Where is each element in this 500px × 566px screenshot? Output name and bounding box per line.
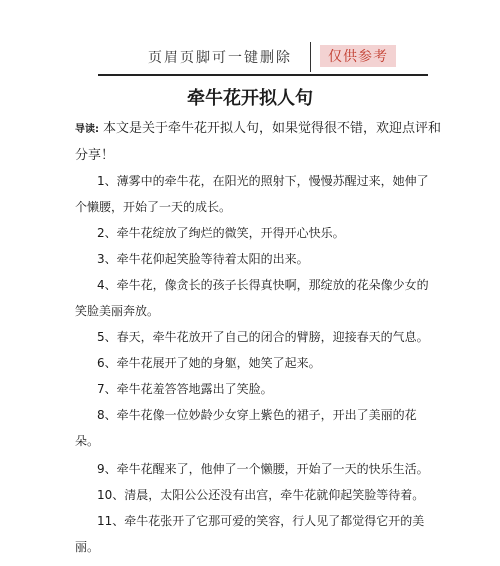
list-item: 8、牵牛花像一位妙龄少女穿上紫色的裙子，开出了美丽的花朵。	[75, 408, 417, 448]
list-item: 1、薄雾中的牵牛花，在阳光的照射下，慢慢苏醒过来，她伸了个懒腰，开始了一天的成长。	[75, 174, 429, 214]
list-item: 5、春天，牵牛花放开了自己的闭合的臂膀，迎接春天的气息。	[97, 330, 429, 344]
list-item: 6、牵牛花展开了她的身躯，她笑了起来。	[97, 356, 321, 370]
list-item: 7、牵牛花羞答答地露出了笑脸。	[97, 382, 273, 396]
list-item: 11、牵牛花张开了它那可爱的笑容，行人见了都觉得它开的美丽。	[75, 514, 425, 554]
intro-paragraph	[75, 116, 445, 169]
list-item: 9、牵牛花醒来了，他伸了一个懒腰，开始了一天的快乐生活。	[97, 462, 429, 476]
page-header	[98, 40, 428, 76]
list-item: 3、牵牛花仰起笑脸等待着太阳的出来。	[97, 252, 309, 266]
list-item: 4、牵牛花，像贪长的孩子长得真快啊，那绽放的花朵像少女的笑脸美丽奔放。	[75, 278, 429, 318]
document-title: 牵牛花开拟人句	[187, 88, 313, 109]
intro-text: 本文是关于牵牛花开拟人句，如果觉得很不错，欢迎点评和分享！	[75, 121, 442, 163]
intro-label: 导读:	[75, 124, 99, 135]
list-item: 2、牵牛花绽放了绚烂的微笑，开得开心快乐。	[97, 226, 345, 240]
list-item: 10、清晨，太阳公公还没有出宫，牵牛花就仰起笑脸等待着。	[97, 488, 425, 502]
header-badge: 仅供参考	[320, 45, 396, 67]
header-text: 页眉页脚可一键删除	[148, 50, 292, 66]
header-divider	[310, 42, 311, 72]
